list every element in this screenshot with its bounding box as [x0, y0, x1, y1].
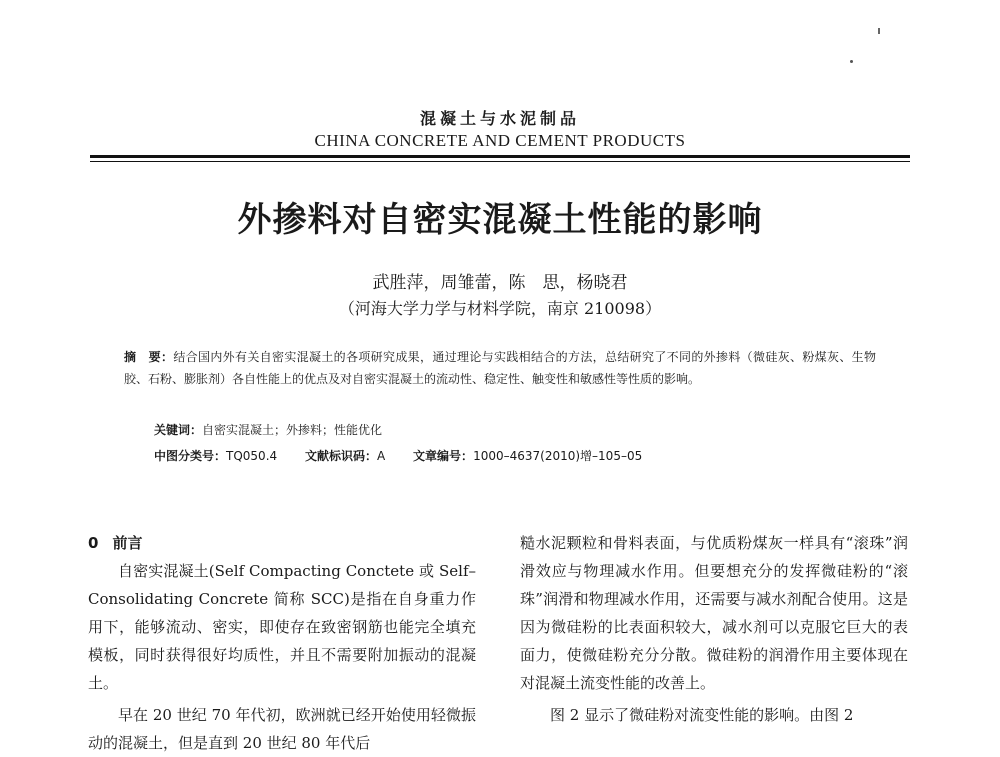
paragraph: 糙水泥颗粒和骨料表面，与优质粉煤灰一样具有“滚珠”润滑效应与物理减水作用。但要想充分的发挥微硅粉的“滚珠”润滑和物理减水作用，还需要与减水剂配合使用。这是因为微硅粉的比表面积较大，减水剂可以克服它巨大的表面力，使微硅粉充分分散。微硅粉的润滑作用主要体现在对混凝土流变性能的改善上。	[520, 534, 908, 692]
header-rule-thick	[90, 155, 910, 158]
doc-code-label: 文献标识码：	[304, 449, 377, 463]
paragraph: 早在 20 世纪 70 年代初，欧洲就已经开始使用轻微振动的混凝土，但是直到 20 世纪 80 年代后	[88, 706, 476, 752]
header-rule-thin	[90, 161, 910, 162]
body-column-right	[520, 529, 908, 729]
section-title: 前言	[112, 534, 143, 552]
clc-value: TQ050.4	[226, 449, 278, 463]
keywords-text: 自密实混凝土；外掺料；性能优化	[202, 423, 383, 437]
paragraph: 图 2 显示了微硅粉对流变性能的影响。由图 2	[550, 706, 854, 724]
article-authors: 武胜萍，周雏蕾，陈 思，杨晓君	[372, 273, 628, 293]
scan-speck	[850, 60, 853, 63]
section-number: 0	[88, 534, 99, 552]
body-column-left	[88, 529, 476, 757]
keywords-label: 关键词：	[154, 423, 203, 437]
keywords	[154, 421, 382, 438]
classification-line	[154, 447, 666, 464]
abstract-text: 结合国内外有关自密实混凝土的各项研究成果，通过理论与实践相结合的方法，总结研究了不同的外掺料（微硅灰、粉煤灰、生物胶、石粉、膨胀剂）各自性能上的优点及对自密实混凝土的流动性、稳定性、触变性和敏感性等性质的影响。	[124, 350, 876, 386]
journal-name-cn: 混凝土与水泥制品	[419, 109, 580, 128]
paragraph: 自密实混凝土(Self Compacting Conctete 或 Self–Consolidating Concrete 简称 SCC)是指在自身重力作用下，能够流动、密实，即使存在致密钢筋也能完全填充模板，同时获得很好均质性，并且不需要附加振动的混凝土。	[88, 562, 476, 692]
scan-speck	[878, 28, 880, 34]
section-heading	[88, 529, 476, 557]
clc-label: 中图分类号：	[154, 449, 227, 463]
abstract-label: 摘 要：	[124, 350, 174, 364]
doc-code-value: A	[377, 449, 386, 463]
article-title: 外掺料对自密实混凝土性能的影响	[237, 200, 763, 240]
article-affiliation: （河海大学力学与材料学院，南京 210098）	[338, 299, 662, 318]
abstract	[124, 346, 876, 390]
journal-name-en: CHINA CONCRETE AND CEMENT PRODUCTS	[314, 131, 686, 150]
article-no-label: 文章编号：	[413, 449, 474, 463]
article-no-value: 1000–4637(2010)增–105–05	[473, 449, 643, 463]
